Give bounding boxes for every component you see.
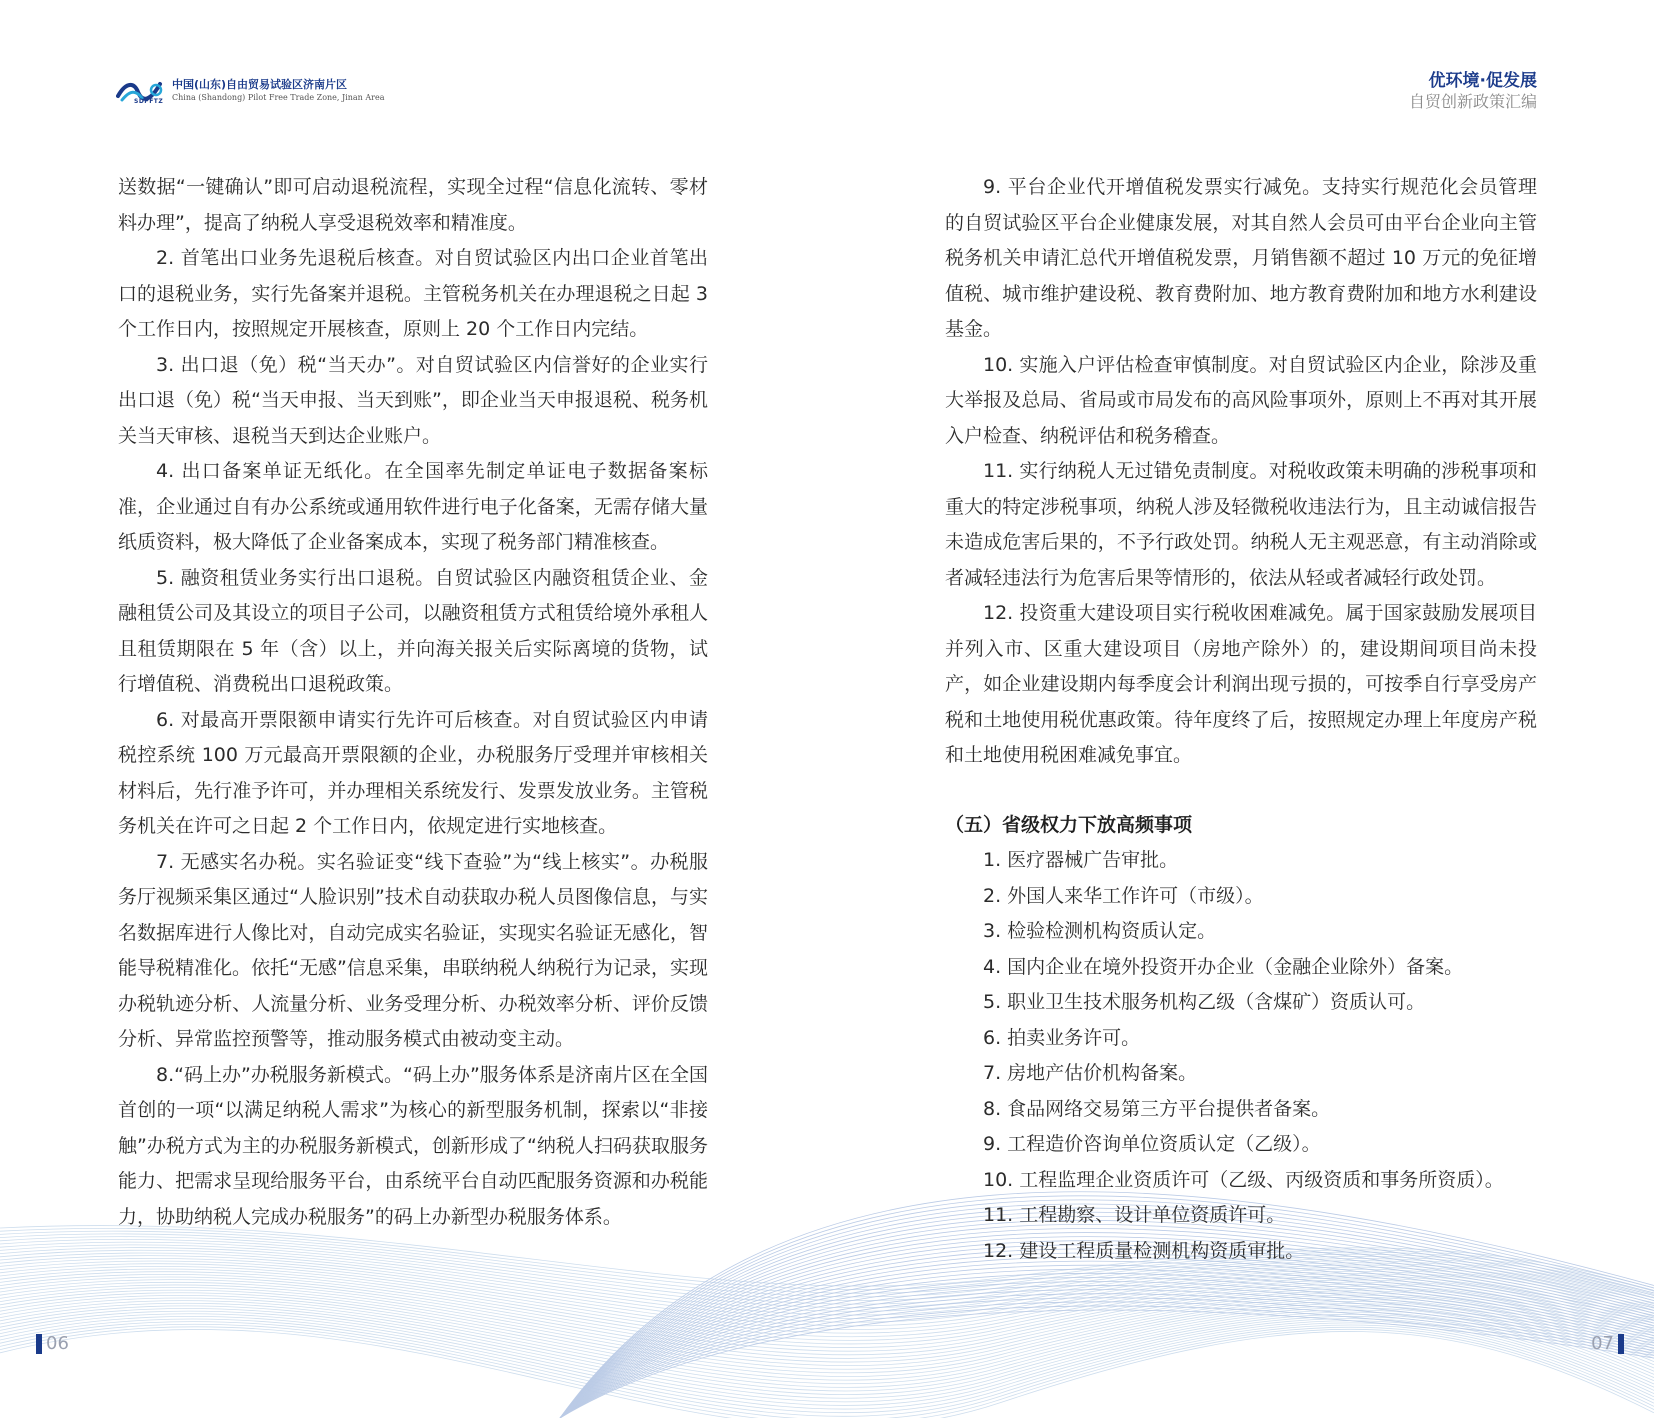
paragraph: 2. 首笔出口业务先退税后核查。对自贸试验区内出口企业首笔出口的退税业务，实行先备案并退税。主管税务机关在办理退税之日起 3 个工作日内，按照规定开展核查，原则上 20 个工作日内完结。: [118, 247, 708, 340]
paragraph: 5. 融资租赁业务实行出口退税。自贸试验区内融资租赁企业、金融租赁公司及其设立的项目子公司，以融资租赁方式租赁给境外承租人且租赁期限在 5 年（含）以上，并向海关报关后实际离境的货物，试行增值税、消费税出口退税政策。: [118, 566, 708, 695]
wave-line: [0, 1301, 1654, 1388]
paragraph: 11. 实行纳税人无过错免责制度。对税收政策未明确的涉税事项和重大的特定涉税事项，纳税人涉及轻微税收违法行为，且主动诚信报告未造成危害后果的，不予行政处罚。纳税人无主观恶意，有主动消除或者减轻违法行为危害后果等情形的，依法从轻或者减轻行政处罚。: [945, 460, 1537, 589]
list-item: 8. 食品网络交易第三方平台提供者备案。: [983, 1097, 1331, 1120]
logo-abbreviation: SDPFTZ: [134, 98, 164, 105]
list-item: 3. 检验检测机构资质认定。: [983, 920, 1217, 942]
wave-line: [560, 1310, 1654, 1418]
paragraph: 9. 平台企业代开增值税发票实行减免。支持实行规范化会员管理的自贸试验区平台企业健康发展，对其自然人会员可由平台企业向主管税务机关申请汇总代开增值税发票，月销售额不超过 10 万元的免征增值税、城市维护建设税、教育费附加、地方教育费附加和地方水利建设基金。: [945, 176, 1537, 340]
page-number-left: [36, 1333, 69, 1354]
paragraph: 送数据“一键确认”即可启动退税流程，实现全过程“信息化流转、零材料办理”，提高了纳税人享受退税效率和精准度。: [118, 176, 708, 234]
paragraph: 6. 对最高开票限额申请实行先许可后核查。对自贸试验区内申请税控系统 100 万元最高开票限额的企业，办税服务厅受理并审核相关材料后，先行准予许可，并办理相关系统发行、发票发放业务。主管税务机关在许可之日起 2 个工作日内，依规定进行实地核查。: [118, 708, 708, 837]
paragraph: 8.“码上办”办税服务新模式。“码上办”服务体系是济南片区在全国首创的一项“以满足纳税人需求”为核心的新型服务机制，探索以“非接触”办税方式为主的办税服务新模式，创新形成了“纳税人扫码获取服务能力、把需求呈现给服务平台，由系统平台自动匹配服务资源和办税能力，协助纳税人完成办税服务”的码上办新型办税服务体系。: [118, 1063, 708, 1228]
left-column: [118, 170, 708, 1235]
logo-title-cn: 中国(山东)自由贸易试验区济南片区: [172, 78, 348, 91]
wave-line: [0, 1311, 1654, 1402]
wave-line: [0, 1329, 1654, 1418]
list-item: 11. 工程勘察、设计单位资质许可。: [983, 1204, 1286, 1226]
paragraph: 4. 出口备案单证无纸化。在全国率先制定单证电子数据备案标准，企业通过自有办公系统或通用软件进行电子化备案，无需存储大量纸质资料，极大降低了企业备案成本，实现了税务部门精准核查。: [118, 460, 708, 553]
list-item: 9. 工程造价咨询单位资质认定（乙级）。: [983, 1133, 1321, 1155]
page-marker-bar: [36, 1334, 42, 1354]
header-subtitle: 自贸创新政策汇编: [1408, 92, 1537, 111]
paragraph: 12. 投资重大建设项目实行税收困难减免。属于国家鼓励发展项目并列入市、区重大建设项目（房地产除外）的，建设期间项目尚未投产，如企业建设期内每季度会计利润出现亏损的，可按季自行享受房产税和土地使用税优惠政策。待年度终了后，按照规定办理上年度房产税和土地使用税困难减免事宜。: [945, 602, 1537, 766]
list-item: 4. 国内企业在境外投资开办企业（金融企业除外）备案。: [983, 955, 1464, 978]
page-number-right: [1591, 1333, 1624, 1354]
logo-title-en: China (Shandong) Pilot Free Trade Zone, Jinan Area: [172, 93, 385, 102]
header-title-block: [1409, 70, 1537, 112]
list-item: 2. 外国人来华工作许可（市级）。: [983, 884, 1264, 907]
logo: [116, 76, 384, 106]
list-item: 5. 职业卫生技术服务机构乙级（含煤矿）资质认可。: [983, 991, 1426, 1013]
right-column: [945, 170, 1537, 1269]
page-marker-bar: [1618, 1334, 1624, 1354]
wave-line: [0, 1324, 1654, 1418]
list-item: 12. 建设工程质量检测机构资质审批。: [983, 1239, 1305, 1262]
list-item: 7. 房地产估价机构备案。: [983, 1062, 1198, 1084]
header-slogan: 优环境·促发展: [1428, 71, 1537, 91]
list-item: 10. 工程监理企业资质许可（乙级、丙级资质和事务所资质）。: [983, 1168, 1504, 1191]
paragraph: 10. 实施入户评估检查审慎制度。对自贸试验区内企业，除涉及重大举报及总局、省局或市局发布的高风险事项外，原则上不再对其开展入户检查、纳税评估和税务稽查。: [945, 353, 1537, 447]
page-number-text: 07: [1591, 1333, 1614, 1354]
list-item: 6. 拍卖业务许可。: [983, 1026, 1141, 1049]
paragraph: 3. 出口退（免）税“当天办”。对自贸试验区内信誉好的企业实行出口退（免）税“当天申报、当天到账”，即企业当天申报退税、税务机关当天审核、退税当天到达企业账户。: [118, 353, 708, 447]
page-number-text: 06: [46, 1333, 69, 1354]
list-item: 1. 医疗器械广告审批。: [983, 849, 1179, 871]
paragraph: 7. 无感实名办税。实名验证变“线下查验”为“线上核实”。办税服务厅视频采集区通过“人脸识别”技术自动获取办税人员图像信息，与实名数据库进行人像比对，自动完成实名验证，实现实名验证无感化，智能导税精准化。依托“无感”信息采集，串联纳税人纳税行为记录，实现办税轨迹分析、人流量分析、业务受理分析、办税效率分析、评价反馈分析、异常监控预警等，推动服务模式由被动变主动。: [118, 850, 708, 1050]
section-heading: （五）省级权力下放高频事项: [945, 813, 1193, 836]
